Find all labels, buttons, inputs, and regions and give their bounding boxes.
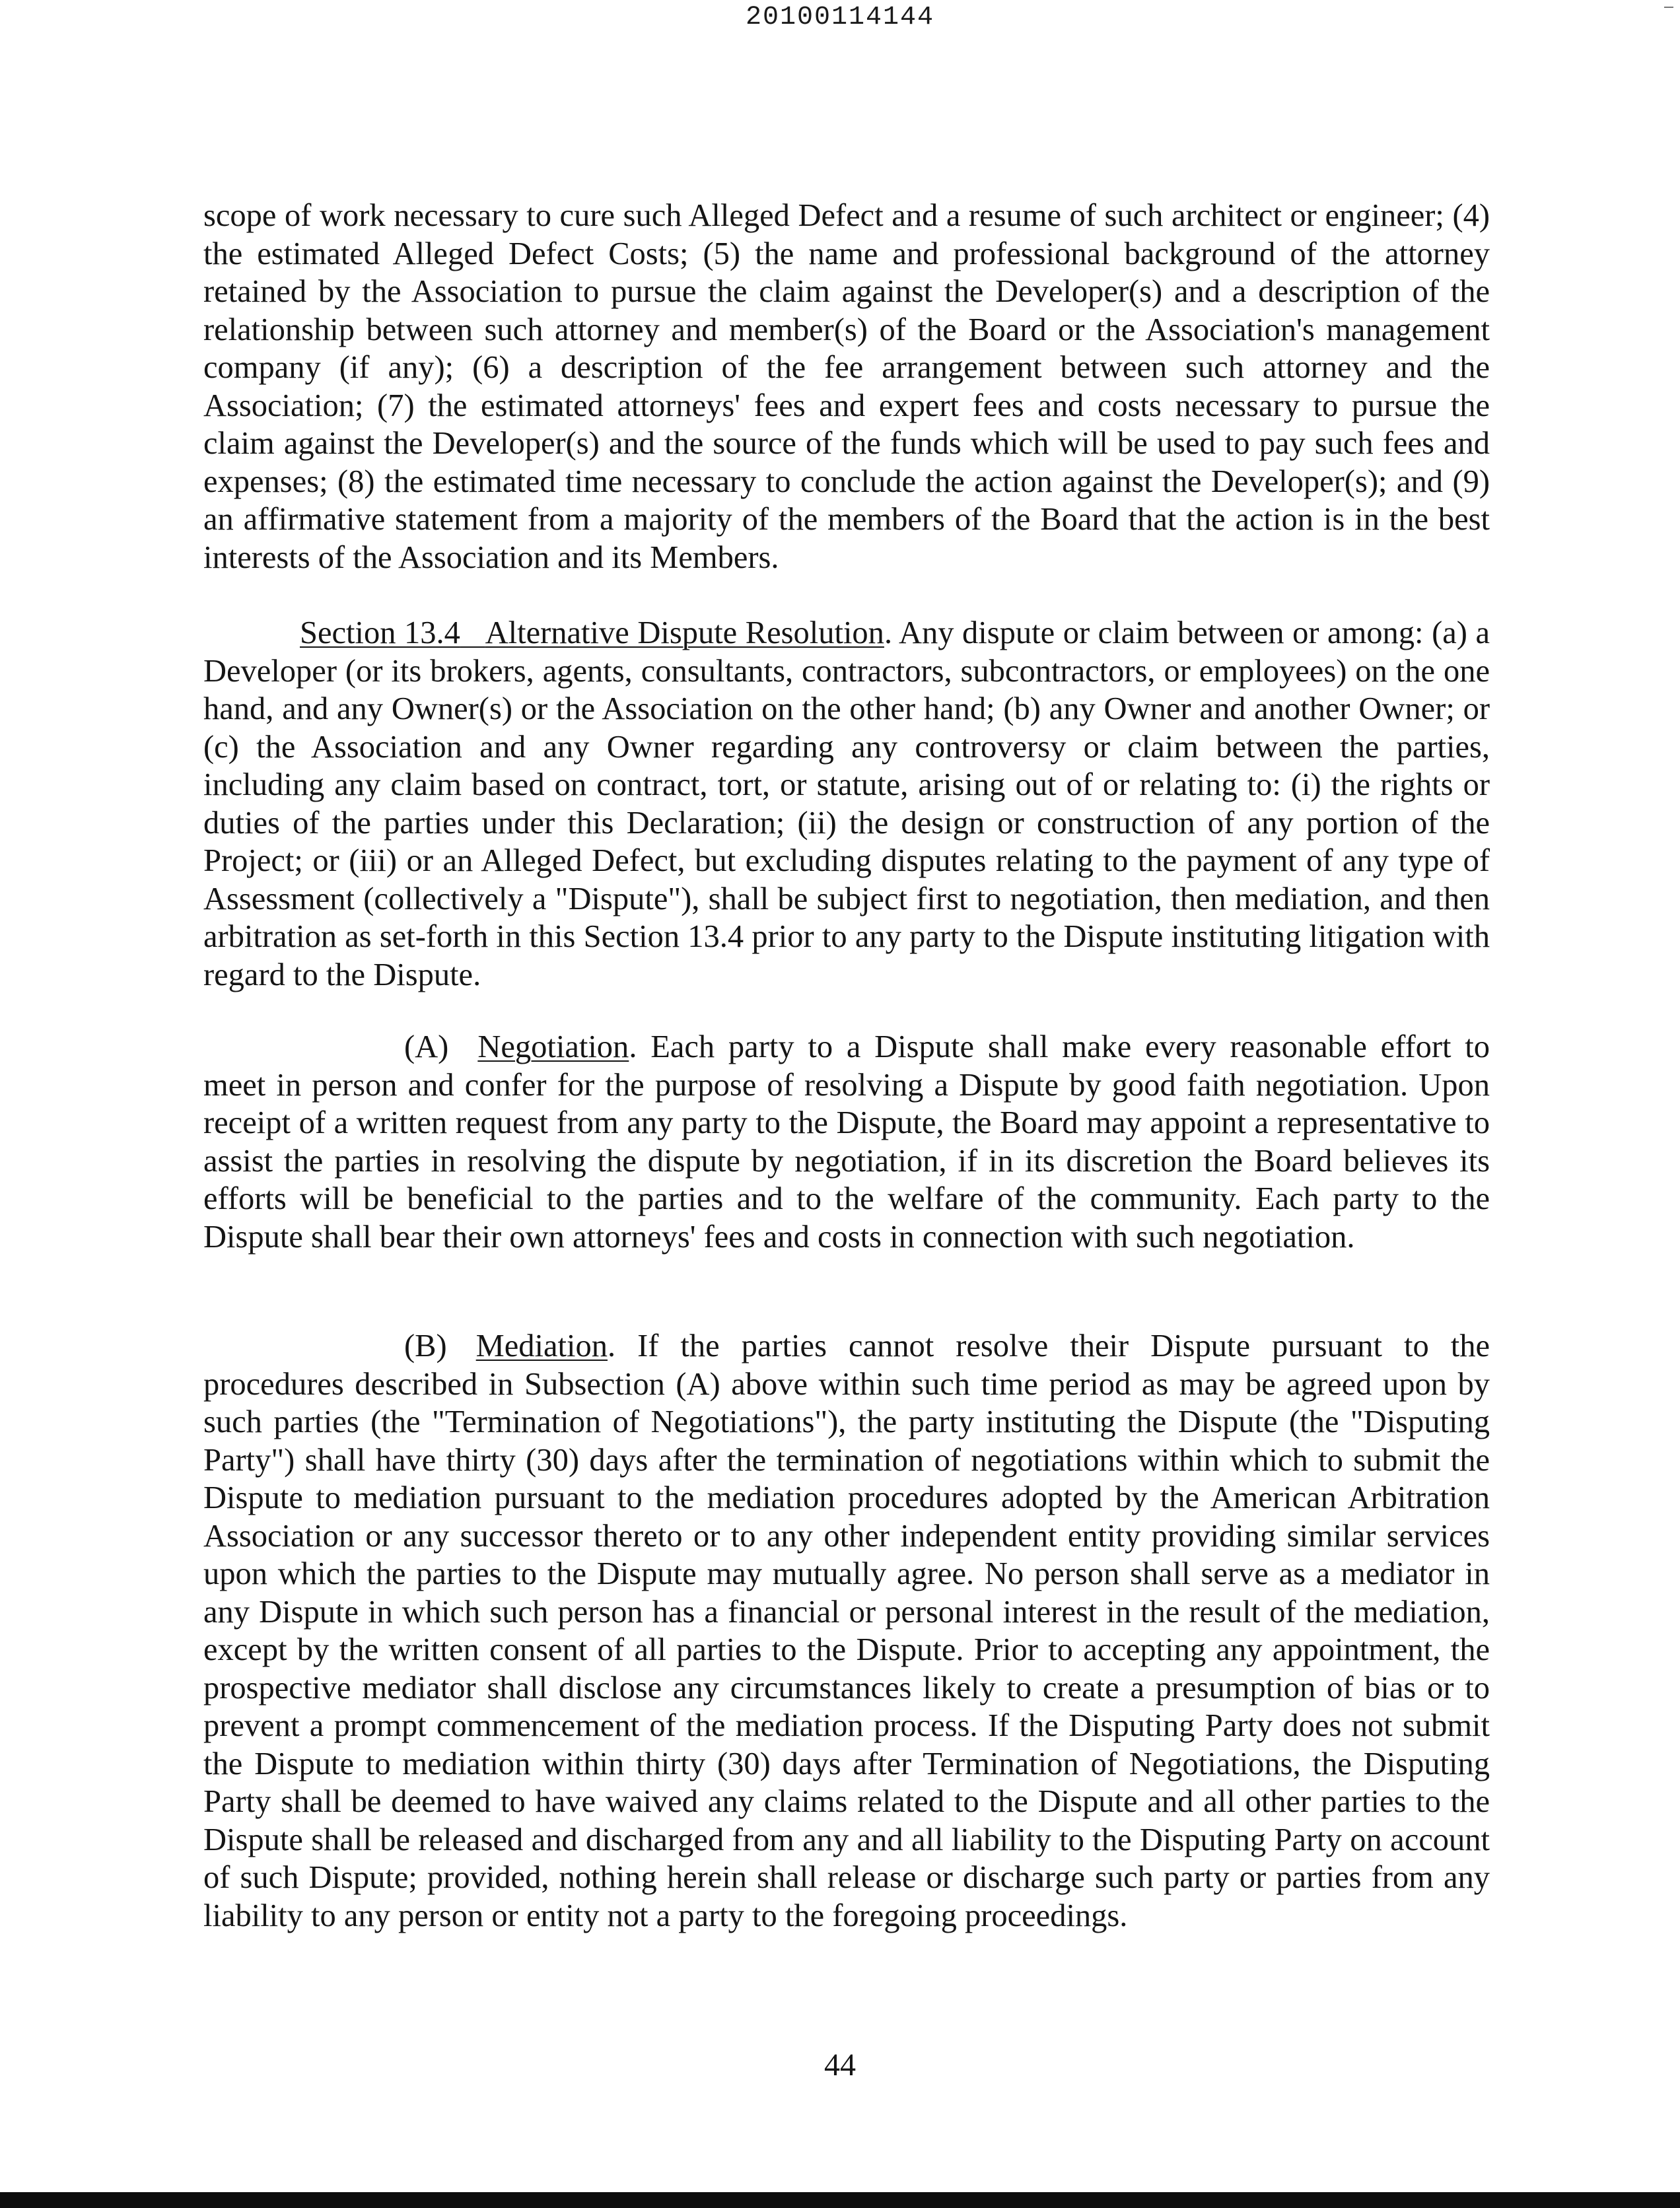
paragraph-continuation	[203, 197, 1490, 576]
subsection-heading: Mediation	[475, 1328, 608, 1363]
section-heading: Alternative Dispute Resolution	[485, 615, 884, 650]
document-id: 20100114144	[745, 3, 935, 32]
section-text: . Any dispute or claim between or among: (a) a Developer (or its brokers, agents, consultants, contractors, subcontractors, or employees) on the one hand, and any Owner(s) or the Association on the other hand; (b) any Owner and another Owner; or (c) the Association and any Owner regarding any controversy or claim between the parties, including any claim based on contract, tort, or statute, arising out of or relating to: (i) the rights or duties of the parties under this Declaration; (ii) the design or construction of any portion of the Project; or (iii) or an Alleged Defect, but excluding disputes relating to the payment of any type of Assessment (collectively a "Dispute"), shall be subject first to negotiation, then mediation, and then arbitration as set-forth in this Section 13.4 prior to any party to the Dispute instituting litigation with regard to the Dispute.	[203, 615, 1490, 992]
subsection-label: (B)	[404, 1328, 447, 1363]
section-13-4-paragraph	[203, 614, 1490, 994]
subsection-text: . Each party to a Dispute shall make every reasonable effort to meet in person and confer for the purpose of resolving a Dispute by good faith negotiation. Upon receipt of a written request from any party to the Dispute, the Board may appoint a representative to assist the parties in resolving the dispute by negotiation, if in its discretion the Board believes its efforts will be beneficial to the parties and to the welfare of the community. Each party to the Dispute shall bear their own attorneys' fees and costs in connection with such negotiation.	[203, 1029, 1490, 1255]
negotiation-paragraph	[203, 1028, 1490, 1256]
scan-speck	[1664, 7, 1673, 8]
scan-bottom-border	[0, 2192, 1680, 2208]
mediation-paragraph	[203, 1327, 1490, 1935]
subsection-label: (A)	[404, 1029, 449, 1064]
paragraph-text: scope of work necessary to cure such Alleged Defect and a resume of such architect or engineer; (4) the estimated Alleged Defect Costs; (5) the name and professional background of the attorney retained by the Association to pursue the claim against the Developer(s) and a description of the relationship between such attorney and member(s) of the Board or the Association's management company (if any); (6) a description of the fee arrangement between such attorney and the Association; (7) the estimated attorneys' fees and expert fees and costs necessary to pursue the claim against the Developer(s) and the source of the funds which will be used to pay such fees and expenses; (8) the estimated time necessary to conclude the action against the Developer(s); and (9) an affirmative statement from a majority of the members of the Board that the action is in the best interests of the Association and its Members.	[203, 198, 1490, 575]
page-number: 44	[824, 2048, 856, 2083]
subsection-text: . If the parties cannot resolve their Dispute pursuant to the procedures described in Subsection (A) above within such time period as may be agreed upon by such parties (the "Termination of Negotiations"), the party instituting the Dispute (the "Disputing Party") shall have thirty (30) days after the termination of negotiations within which to submit the Dispute to mediation pursuant to the mediation procedures adopted by the American Arbitration Association or any successor thereto or to any other independent entity providing similar services upon which the parties to the Dispute may mutually agree. No person shall serve as a mediator in any Dispute in which such person has a financial or personal interest in the result of the mediation, except by the written consent of all parties to the Dispute. Prior to accepting any appointment, the prospective mediator shall disclose any circumstances likely to create a presumption of bias or to prevent a prompt commencement of the mediation process. If the Disputing Party does not submit the Dispute to mediation within thirty (30) days after Termination of Negotiations, the Disputing Party shall be deemed to have waived any claims related to the Dispute and all other parties to the Dispute shall be released and discharged from any and all liability to the Disputing Party on account of such Dispute; provided, nothing herein shall release or discharge such party or parties from any liability to any person or entity not a party to the foregoing proceedings.	[203, 1328, 1490, 1933]
subsection-heading: Negotiation	[477, 1029, 629, 1064]
section-number: Section 13.4	[300, 615, 460, 650]
